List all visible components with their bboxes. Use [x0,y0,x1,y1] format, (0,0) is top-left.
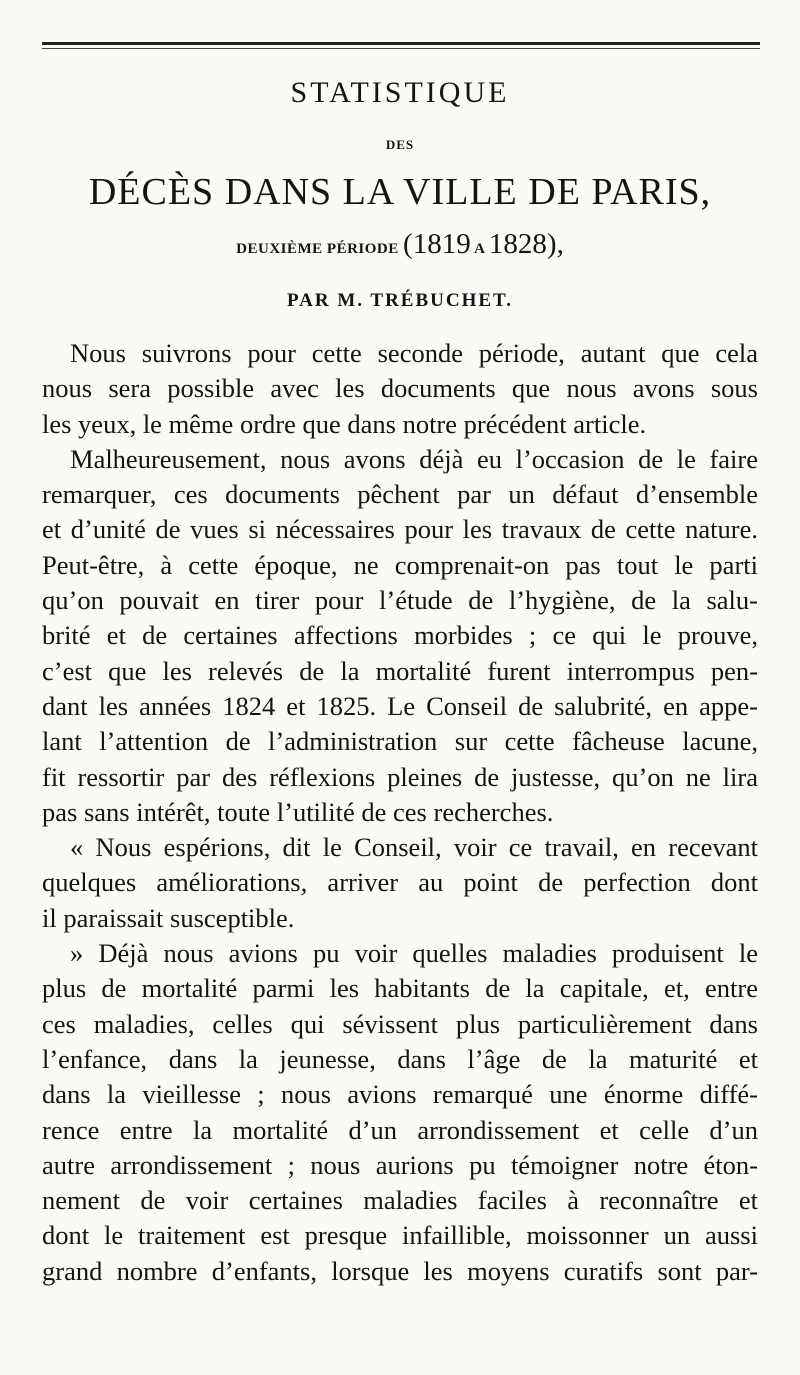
text-line: rence entre la mortalité d’un arrondissement et celle d’un [42,1114,758,1145]
text-line: « Nous espérions, dit le Conseil, voir ce travail, en recevant [70,832,758,863]
text-line: il paraissait susceptible. [42,902,295,933]
text-line: les yeux, le même ordre que dans notre précédent article. [42,408,647,439]
text-line: autre arrondissement ; nous aurions pu témoigner notre éton- [42,1149,758,1180]
title-statistique: STATISTIQUE [290,76,510,109]
period-start: (1819 [403,228,471,260]
text-line: brité et de certaines affections morbides ; ce qui le prouve, [42,620,758,651]
text-line: quelques améliorations, arriver au point de perfection dont [42,867,758,898]
text-line: remarquer, ces documents pêchent par un défaut d’ensemble [42,479,758,510]
text-line: lant l’attention de l’administration sur cette fâcheuse lacune, [42,726,758,757]
text-line: pas sans intérêt, toute l’utilité de ces recherches. [42,796,554,827]
title-des: DES [385,137,415,152]
text-line: Peut-être, à cette époque, ne comprenait-on pas tout le parti [42,549,758,580]
text-line: dant les années 1824 et 1825. Le Conseil de salubrité, en appe- [42,690,758,721]
header-rule-thin [42,48,760,49]
text-line: l’enfance, dans la jeunesse, dans l’âge de la maturité et [42,1043,758,1074]
period-heading [0,228,800,261]
text-line: dont le traitement est presque infaillible, moissonner un aussi [42,1220,758,1251]
text-line: nous sera possible avec les documents que nous avons sous [42,373,758,404]
title-deces-paris: DÉCÈS DANS LA VILLE DE PARIS, [88,171,712,213]
period-end: 1828), [488,228,564,260]
text-line: grand nombre d’enfants, lorsque les moyens curatifs sont par- [42,1255,758,1286]
text-line: plus de mortalité parmi les habitants de la capitale, et, entre [42,973,758,1004]
text-line: c’est que les relevés de la mortalité furent interrompus pen- [42,655,758,686]
author-line: PAR M. TRÉBUCHET. [286,290,514,311]
text-line: qu’on pouvait en tirer pour l’étude de l’hygiène, de la salu- [42,585,758,616]
text-line: ces maladies, celles qui sévissent plus particulièrement dans [42,1008,758,1039]
period-label: DEUXIÈME PÉRIODE [236,241,399,257]
period-separator: A [474,241,485,257]
text-line: Nous suivrons pour cette seconde période, autant que cela [70,338,758,368]
text-line: et d’unité de vues si nécessaires pour les travaux de cette nature. [42,514,758,545]
header-rule-thick [42,42,760,45]
text-line: » Déjà nous avions pu voir quelles maladies produisent le [70,938,758,969]
text-line: nement de voir certaines maladies faciles à reconnaître et [42,1185,758,1216]
text-line: Malheureusement, nous avons déjà eu l’occasion de le faire [70,443,758,474]
text-line: fit ressortir par des réflexions pleines de justesse, qu’on ne lira [42,761,758,792]
article-body [42,336,758,1289]
text-line: dans la vieillesse ; nous avions remarqué une énorme diffé- [42,1079,758,1110]
